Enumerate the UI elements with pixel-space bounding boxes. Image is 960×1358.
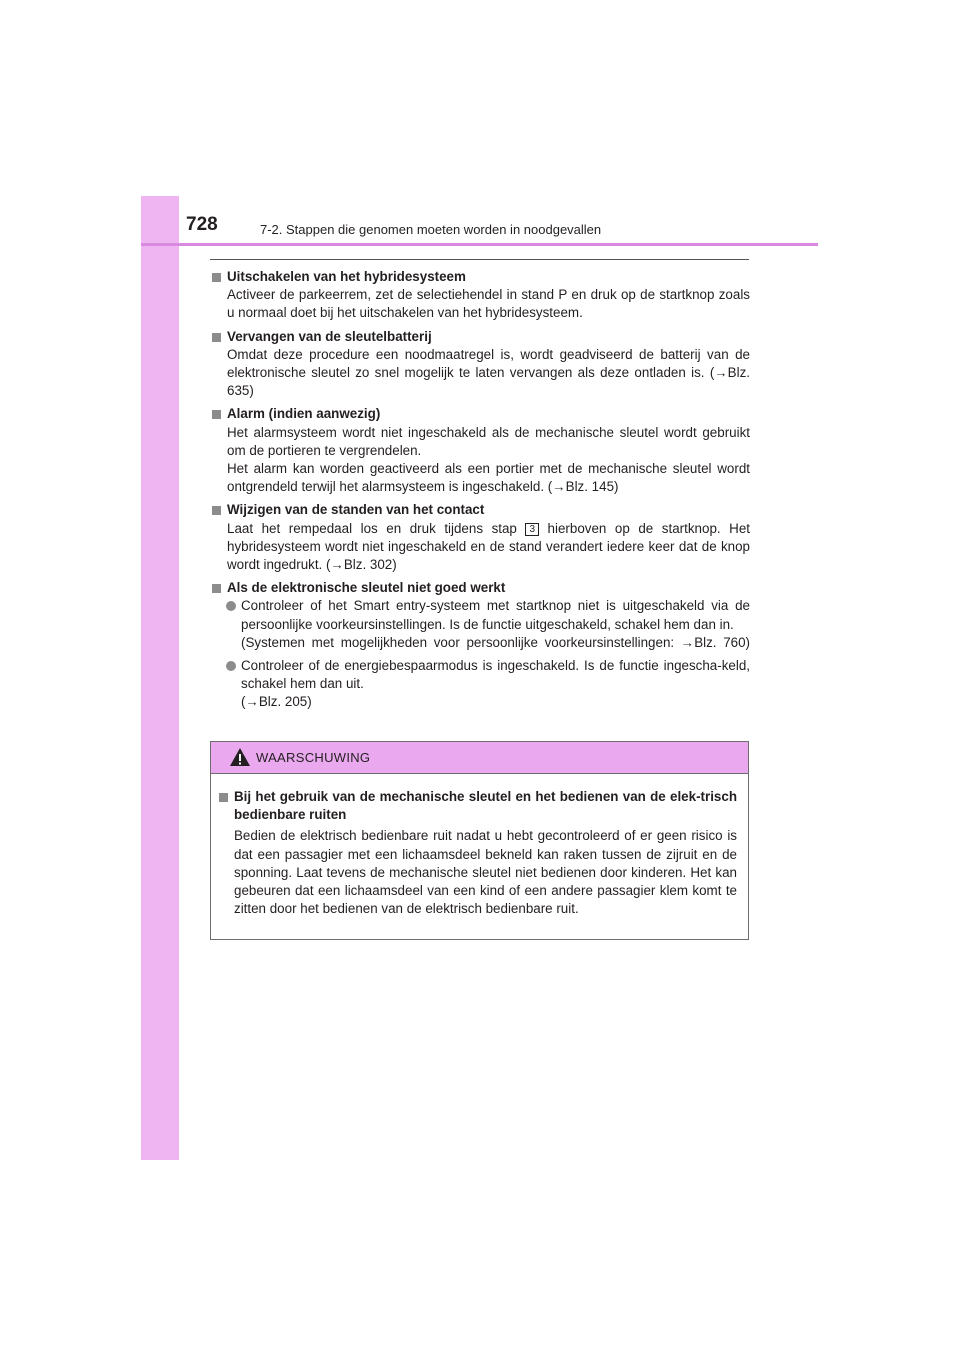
- section-text: Laat het rempedaal los en druk tijdens stap 3 hierboven op de startknop. Het hybridesysteem wordt niet ingeschakeld en de stand verandert iedere keer dat de knop wordt ingedrukt. (→Blz. 302): [227, 520, 750, 573]
- square-bullet-icon: [212, 410, 221, 419]
- warning-heading: Bij het gebruik van de mechanische sleutel en het bedienen van de elek-trisch bedienbare ruiten: [217, 788, 737, 824]
- warning-body: [211, 774, 748, 918]
- round-bullet-icon: [226, 601, 236, 611]
- section-text: Het alarm kan worden geactiveerd als een portier met de mechanische sleutel wordt ontgrendeld terwijl het alarmsysteem is ingeschakeld. (→Blz. 145): [227, 461, 750, 495]
- square-bullet-icon: [212, 333, 221, 342]
- step-number-badge: 3: [525, 523, 539, 536]
- section-heading: Vervangen van de sleutelbatterij: [210, 328, 750, 346]
- section-heading: Uitschakelen van het hybridesysteem: [210, 268, 750, 286]
- list-item: Controleer of het Smart entry-systeem met startknop niet is uitgeschakeld via de persoonlijke voorkeursinstellingen. Is de functie uitgeschakeld, schakel hem dan in. (Systemen met mogelijkheden voor persoonlijke voorkeursinstellingen: →Blz. 760): [210, 597, 750, 652]
- warning-title: WAARSCHUWING: [256, 750, 371, 765]
- warning-header: [211, 742, 748, 774]
- section-text: Het alarmsysteem wordt niet ingeschakeld als de mechanische sleutel wordt gebruikt om de portieren te vergrendelen.: [227, 424, 750, 458]
- warning-text: Bedien de elektrisch bedienbare ruit nadat u hebt gecontroleerd of er geen risico is dat een passagier met een lichaamsdeel bekneld kan raken tussen de zijruit en de sponning. Laat tevens de mechanische sleutel niet bedienen door kinderen. Het kan gebeuren dat een lichaamsdeel van een kind of een andere passagier klem komt te zitten door het bedienen van de elektrisch bedienbare ruit.: [234, 828, 737, 917]
- section-heading: Als de elektronische sleutel niet goed werkt: [210, 579, 750, 597]
- square-bullet-icon: [212, 273, 221, 282]
- square-bullet-icon: [219, 793, 228, 802]
- section-heading: Alarm (indien aanwezig): [210, 405, 750, 423]
- section-title: 7-2. Stappen die genomen moeten worden in noodgevallen: [260, 222, 602, 237]
- warning-triangle-icon: [229, 747, 251, 767]
- round-bullet-icon: [226, 661, 236, 671]
- list-item: Controleer of de energiebespaarmodus is ingeschakeld. Is de functie ingescha-keld, schakel hem dan uit. (→Blz. 205): [210, 657, 750, 712]
- content-top-divider: [210, 259, 749, 260]
- section-text: Activeer de parkeerrem, zet de selectiehendel in stand P en druk op de startknop zoals u normaal doet bij het uitschakelen van het hybridesysteem.: [227, 287, 750, 321]
- chapter-sidebar-tab: [141, 196, 179, 1160]
- section-text: Omdat deze procedure een noodmaatregel is, wordt geadviseerd de batterij van de elektronische sleutel zo snel mogelijk te laten vervangen als deze ontladen is. (→Blz. 635): [227, 346, 750, 399]
- header-divider: [141, 243, 818, 246]
- page-number: 728: [186, 214, 218, 235]
- square-bullet-icon: [212, 584, 221, 593]
- warning-box: [210, 741, 749, 940]
- section-heading: Wijzigen van de standen van het contact: [210, 501, 750, 519]
- page-content: [210, 266, 750, 717]
- square-bullet-icon: [212, 506, 221, 515]
